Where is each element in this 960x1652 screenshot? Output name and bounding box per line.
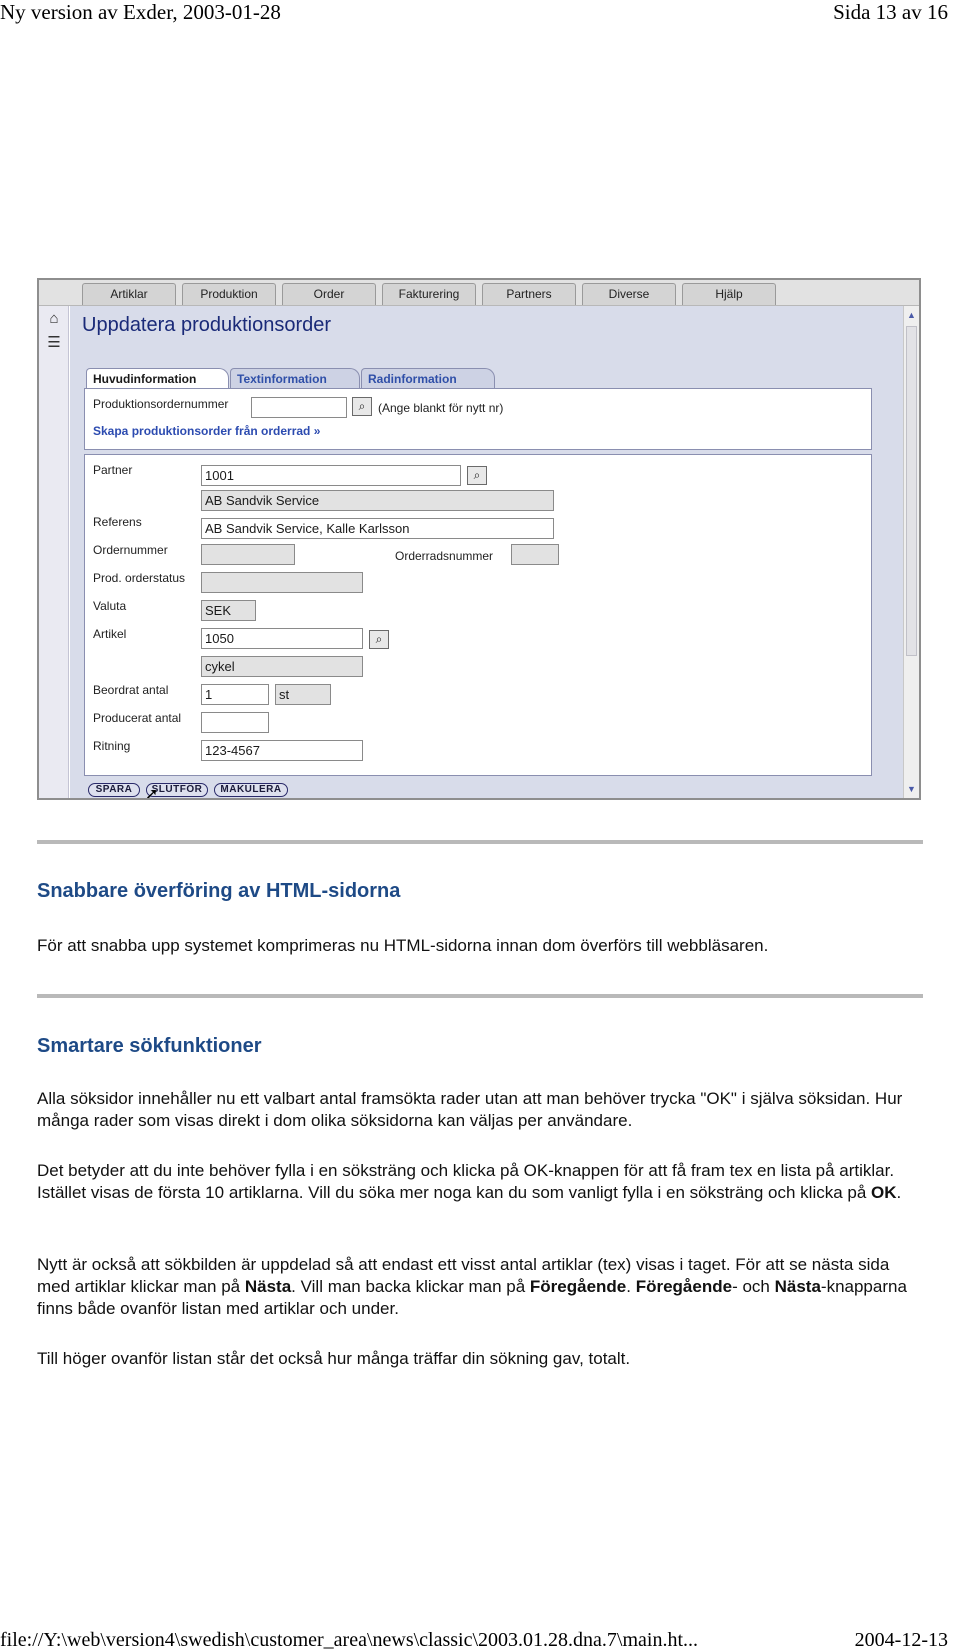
paragraph: Det betyder att du inte behöver fylla i en söksträng och klicka på OK-knappen för att få fram tex en lista på artiklar. Istället visas de första 10 artiklarna. Vill du söka mer noga kan du som vanligt fylla i en söksträng och klicka på OK. <box>37 1161 902 1202</box>
artikel-label: Artikel <box>93 627 127 641</box>
tab-huvudinformation[interactable]: Huvudinformation <box>86 368 229 388</box>
prod-order-input[interactable] <box>251 397 347 418</box>
unit-field: st <box>275 684 331 705</box>
create-from-orderline-link[interactable]: Skapa produktionsorder från orderrad » <box>93 424 321 438</box>
beordrat-label: Beordrat antal <box>93 683 169 697</box>
producerat-label: Producerat antal <box>93 711 182 725</box>
page-title: Uppdatera produktionsorder <box>82 314 332 336</box>
partner-name-field: AB Sandvik Service <box>201 490 554 511</box>
scroll-up-icon[interactable]: ▲ <box>907 310 916 320</box>
menu-hjalp[interactable]: Hjälp <box>682 283 776 305</box>
paragraph: För att snabba upp systemet komprimeras nu HTML-sidorna innan dom överförs till webbläsaren. <box>37 936 769 955</box>
home-icon[interactable]: ⌂ <box>49 310 59 327</box>
menu-produktion[interactable]: Produktion <box>182 283 276 305</box>
section-heading: Smartare sökfunktioner <box>37 1035 262 1057</box>
orderradsnummer-label: Orderradsnummer <box>395 549 494 563</box>
print-header-title: Ny version av Exder, 2003-01-28 <box>0 0 281 24</box>
partner-label: Partner <box>93 463 133 477</box>
print-footer-date: 2004-12-13 <box>854 1629 948 1651</box>
menu-order[interactable]: Order <box>282 283 376 305</box>
paragraph: Alla söksidor innehåller nu ett valbart antal framsökta rader utan att man behöver trycka "OK" i själva söksidan. Hur många rader som visas direkt i dom olika söksidorna kan väljas per användare. <box>37 1089 903 1130</box>
divider <box>37 994 923 998</box>
ritning-input[interactable]: 123-4567 <box>201 740 363 761</box>
paragraph: Nytt är också att sökbilden är uppdelad så att endast ett visst antal artiklar (tex) visas i taget. För att se nästa sida med artiklar klickar man på Nästa. Vill man backa klickar man på Föregående. Föregående- och Nästa-knapparna finns både ovanför listan med artiklar och under. <box>37 1255 907 1318</box>
menu-fakturering[interactable]: Fakturering <box>382 283 476 305</box>
artikel-search-icon[interactable]: ⌕ <box>369 630 389 649</box>
scroll-thumb[interactable] <box>906 326 917 656</box>
beordrat-input[interactable]: 1 <box>201 684 269 705</box>
main-pane <box>70 306 903 798</box>
ordernummer-label: Ordernummer <box>93 543 168 557</box>
ordernummer-field <box>201 544 295 565</box>
scroll-down-icon[interactable]: ▼ <box>907 784 916 794</box>
tab-radinformation[interactable]: Radinformation <box>361 368 495 388</box>
valuta-label: Valuta <box>93 599 127 613</box>
valuta-field: SEK <box>201 600 256 621</box>
divider <box>37 840 923 844</box>
ritning-label: Ritning <box>93 739 131 753</box>
print-footer-path: file://Y:\web\version4\swedish\customer_area\news\classic\2003.01.28.dna.7\main.ht... <box>0 1629 699 1651</box>
orderradsnummer-field <box>511 544 559 565</box>
list-icon[interactable]: ☰ <box>47 334 61 351</box>
spara-button[interactable]: SPARA <box>88 783 140 797</box>
print-header-page: Sida 13 av 16 <box>833 0 948 24</box>
referens-input[interactable]: AB Sandvik Service, Kalle Karlsson <box>201 518 554 539</box>
partner-input[interactable]: 1001 <box>201 465 461 486</box>
menu-artiklar[interactable]: Artiklar <box>82 283 176 305</box>
makulera-button[interactable]: MAKULERA <box>214 783 288 797</box>
slutfor-button[interactable]: SLUTFÖR <box>146 783 208 797</box>
main-form-panel <box>84 454 872 776</box>
mouse-cursor-icon: ➚ <box>145 786 159 800</box>
status-field <box>201 572 363 593</box>
paragraph: Till höger ovanför listan står det också hur många träffar din sökning gav, totalt. <box>37 1349 631 1368</box>
menu-partners[interactable]: Partners <box>482 283 576 305</box>
prod-order-hint: (Ange blankt för nytt nr) <box>378 401 504 415</box>
menu-diverse[interactable]: Diverse <box>582 283 676 305</box>
app-screenshot <box>37 278 921 800</box>
prod-order-search-icon[interactable]: ⌕ <box>352 397 372 416</box>
artikel-input[interactable]: 1050 <box>201 628 363 649</box>
referens-label: Referens <box>93 515 142 529</box>
artikel-name-field: cykel <box>201 656 363 677</box>
section-heading: Snabbare överföring av HTML-sidorna <box>37 880 401 902</box>
status-label: Prod. orderstatus <box>93 571 186 585</box>
partner-search-icon[interactable]: ⌕ <box>467 466 487 485</box>
vertical-scrollbar[interactable] <box>903 306 919 798</box>
prod-order-label: Produktionsordernummer <box>93 397 229 411</box>
prod-order-panel <box>84 388 872 450</box>
tab-textinformation[interactable]: Textinformation <box>230 368 360 388</box>
menu-bar <box>39 280 919 306</box>
producerat-input[interactable] <box>201 712 269 733</box>
left-toolbar <box>39 306 69 798</box>
